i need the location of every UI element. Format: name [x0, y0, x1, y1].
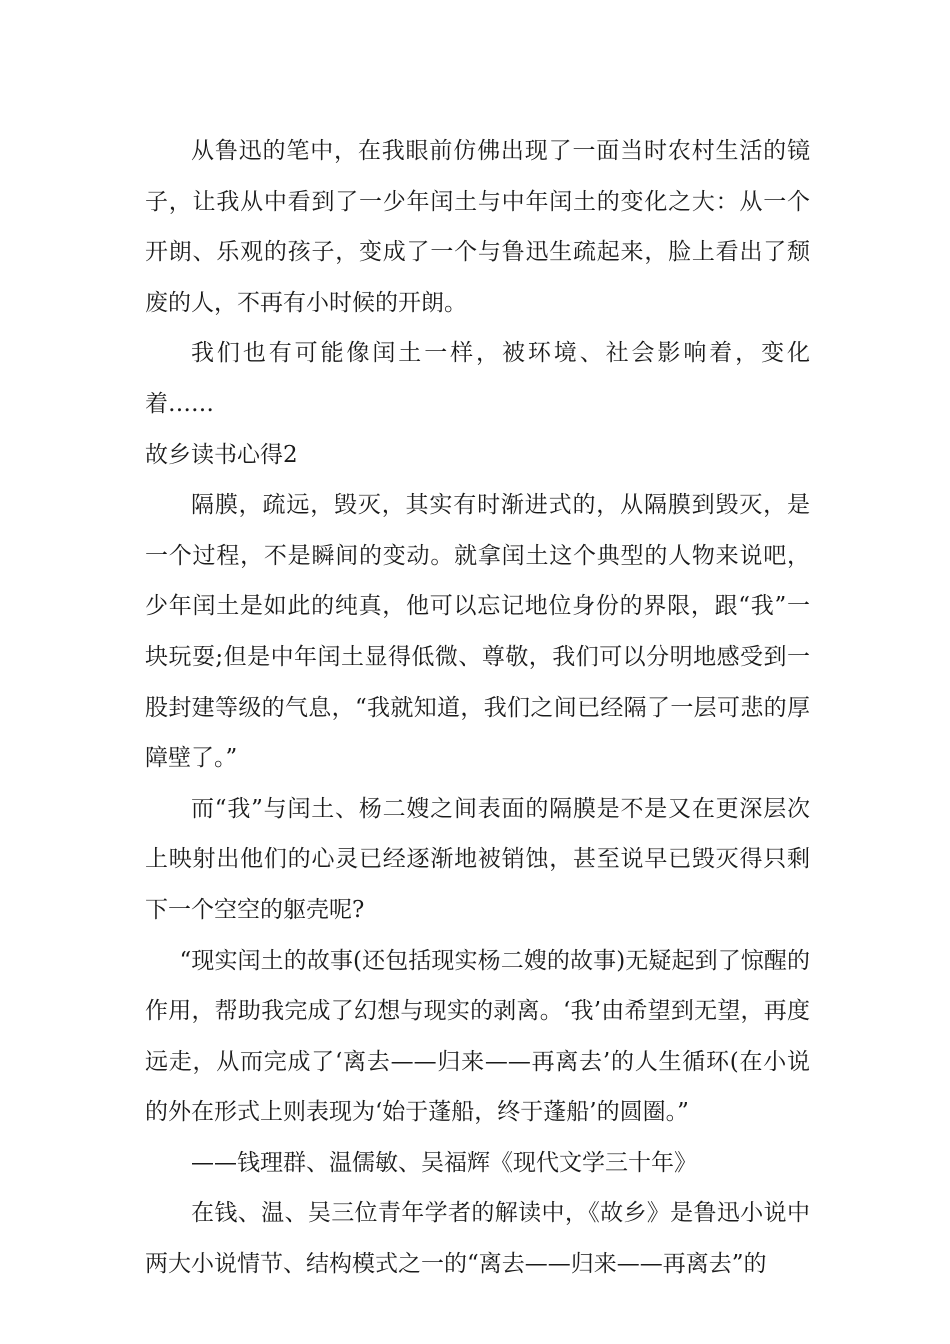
paragraph-mirror-of-village: 从鲁迅的笔中，在我眼前仿佛出现了一面当时农村生活的镜子，让我从中看到了一少年闰土与中年闰土的变化之大：从一个开朗、乐观的孩子，变成了一个与鲁迅生疏起来，脸上看出了颓废的人，不再有小时候的开朗。	[145, 138, 810, 316]
quote-paragraph: “现实闰土的故事(还包括现实杨二嫂的故事)无疑起到了惊醒的作用，帮助我完成了幻想与现实的剥离。‘我’由希望到无望，再度远走，从而完成了‘离去——归来——再离去’的人生循环(在小说的外在形式上则表现为‘始于蓬船，终于蓬船’的圆圈。”	[145, 947, 810, 1126]
quote-attribution: ——钱理群、温儒敏、吴福辉《现代文学三十年》	[191, 1149, 697, 1176]
section-heading: 故乡读书心得2	[145, 441, 298, 468]
paragraph-we-may-change: 我们也有可能像闰土一样，被环境、社会影响着，变化着……	[145, 340, 810, 417]
paragraph-estrangement: 隔膜，疏远，毁灭，其实有时渐进式的，从隔膜到毁灭，是一个过程，不是瞬间的变动。就拿闰土这个典型的人物来说吧，少年闰土是如此的纯真，他可以忘记地位身份的界限，跟“我”一块玩耍;但是中年闰土显得低微、尊敬，我们可以分明地感受到一股封建等级的气息，“我就知道，我们之间已经隔了一层可悲的厚障壁了。”	[145, 492, 810, 772]
paragraph-surface-estrangement: 而“我”与闰土、杨二嫂之间表面的隔膜是不是又在更深层次上映射出他们的心灵已经逐渐地被销蚀，甚至说早已毁灭得只剩下一个空空的躯壳呢?	[145, 795, 810, 923]
document-body	[145, 126, 810, 1290]
paragraph-interpretation: 在钱、温、吴三位青年学者的解读中，《故乡》是鲁迅小说中两大小说情节、结构模式之一的“离去——归来——再离去”的	[145, 1200, 810, 1278]
